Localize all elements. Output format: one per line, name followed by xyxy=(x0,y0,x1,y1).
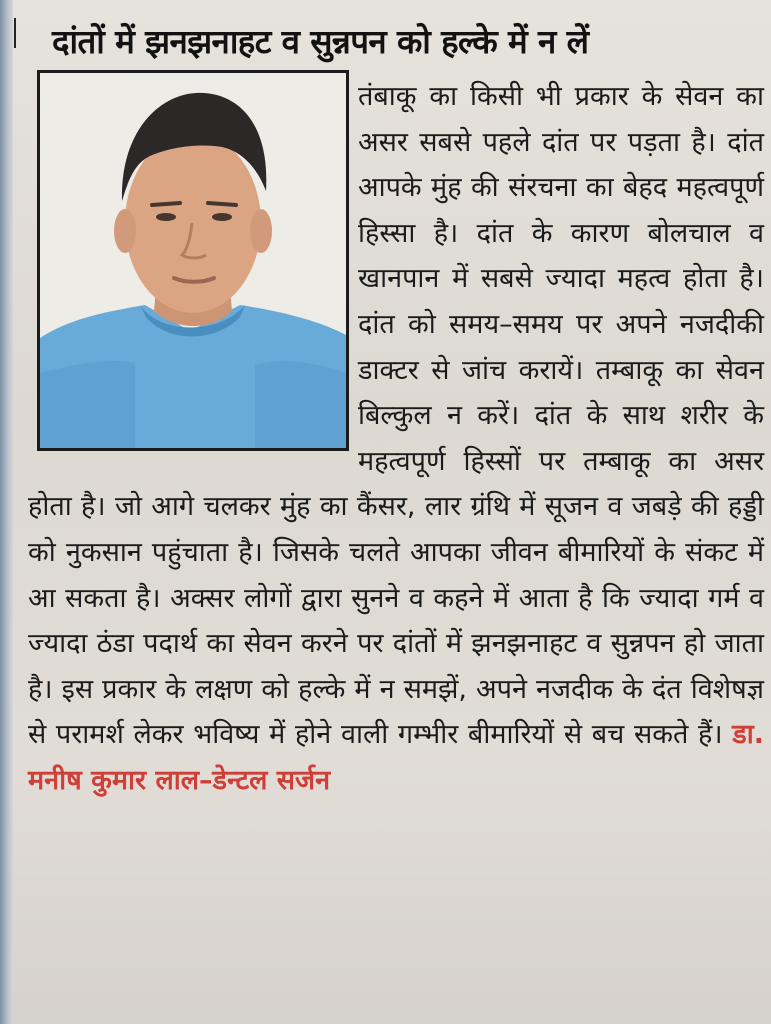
article-text: तंबाकू का किसी भी प्रकार के सेवन का असर सबसे पहले दांत पर पड़ता है। दांत आपके मुंह की संरचना का बेहद महत्वपूर्ण हिस्सा है। दांत के कारण बोलचाल व खानपान में सबसे ज्यादा महत्व होता है। दांत को समय–समय पर अपने नजदीकी डाक्टर से जांच करायें। तम्बाकू का सेवन बिल्कुल न करें। दांत के साथ शरीर के महत्वपूर्ण हिस्सों पर तम्बाकू का असर होता है। जो आगे चलकर मुंह का कैंसर, लार ग्रंथि में सूजन व जबड़े की हड्डी को नुकसान पहुंचाता है। जिसके चलते आपका जीवन बीमारियों के संकट में आ सकता है। अक्सर लोगों द्वारा सुनने व कहने में आता है कि ज्यादा गर्म व ज्यादा ठंडा पदार्थ का सेवन करने पर दांतों में झनझनाहट व सुन्नपन हो जाता है। इस प्रकार के लक्षण को हल्के में न समझें, अपने नजदीक के दंत विशेषज्ञ से परामर्श लेकर भविष्य में होने वाली गम्भीर बीमारियों से बच सकते हैं। xyxy=(28,81,764,751)
article-body xyxy=(28,74,764,804)
headline: दांतों में झनझनाहट व सुन्नपन को हल्के में न लें xyxy=(52,22,589,61)
page-edge xyxy=(0,0,13,1024)
photo-wrap-spacer xyxy=(28,74,358,478)
byline: डा. मनीष कुमार लाल–डेन्टल सर्जन xyxy=(28,719,764,796)
column-rule xyxy=(14,18,16,48)
